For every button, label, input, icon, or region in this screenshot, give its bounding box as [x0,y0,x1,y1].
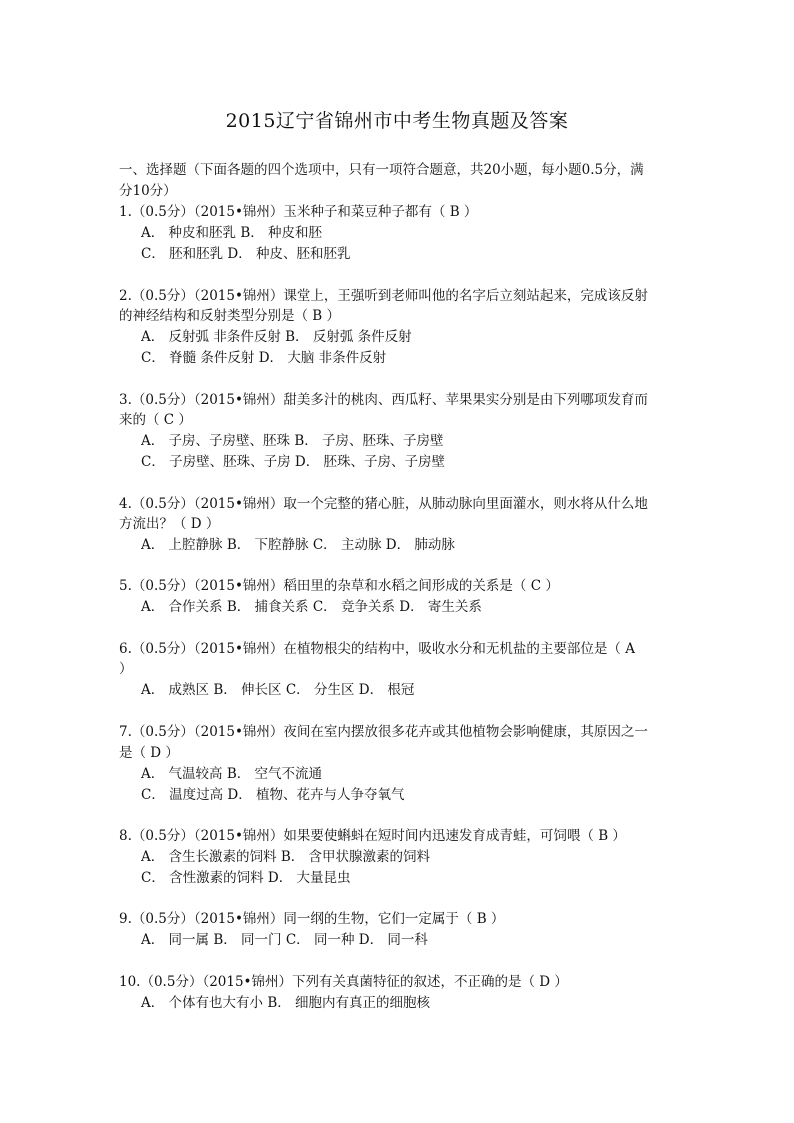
question-4-options-line-1: A． 上腔静脉 B． 下腔静脉 C． 主动脉 D． 肺动脉 [141,537,455,553]
question-3-options-line-2: C． 子房壁、胚珠、子房 D． 胚珠、子房、子房壁 [141,454,446,470]
question-6-options-line-1: A． 成熟区 B． 伸长区 C． 分生区 D． 根冠 [141,682,415,698]
question-2-options-line-1: A． 反射弧 非条件反射 B． 反射弧 条件反射 [141,329,412,345]
question-7-options-line-2: C． 温度过高 D． 植物、花卉与人争夺氧气 [141,787,405,803]
question-7-options-line-1: A． 气温较高 B． 空气不流通 [141,766,323,782]
question-5-options-line-1: A． 合作关系 B． 捕食关系 C． 竞争关系 D． 寄生关系 [141,599,482,615]
question-9-stem: 9.（0.5分）（2015•锦州）同一纲的生物，它们一定属于（ B ） [119,911,505,927]
question-5-stem: 5.（0.5分）（2015•锦州）稻田里的杂草和水稻之间形成的关系是（ C ） [119,578,559,594]
question-2-stem-line-2: 的神经结构和反射类型分别是（ B ） [119,308,341,324]
question-3-stem-line-2: 来的（ C ） [119,412,192,428]
question-1-options-line-1: A． 种皮和胚乳 B． 种皮和胚 [141,225,323,241]
question-1-options-line-2: C． 胚和胚乳 D． 种皮、胚和胚乳 [141,246,351,262]
question-8-stem: 8.（0.5分）（2015•锦州）如果要使蝌蚪在短时间内迅速发育成青蛙，可饲喂（ B ） [119,828,626,844]
question-4-stem-line-2: 方流出？（ D ） [119,516,220,532]
question-7-stem-line-1: 7.（0.5分）（2015•锦州）夜间在室内摆放很多花卉或其他植物会影响健康，其原因之一 [119,724,648,740]
question-2-stem-line-1: 2.（0.5分）（2015•锦州）课堂上，王强听到老师叫他的名字后立刻站起来，完成该反射 [119,288,648,304]
question-2-options-line-2: C． 脊髓 条件反射 D． 大脑 非条件反射 [141,350,387,366]
question-7-stem-line-2: 是（ D ） [119,745,179,761]
question-10-stem: 10.（0.5分）（2015•锦州）下列有关真菌特征的叙述，不正确的是（ D ） [119,974,568,990]
question-4-stem-line-1: 4.（0.5分）（2015•锦州）取一个完整的猪心脏，从肺动脉向里面灌水，则水将从什么地 [119,496,648,512]
question-3-options-line-1: A． 子房、子房壁、胚珠 B． 子房、胚珠、子房壁 [141,433,444,449]
section-header-line-2: 分10分） [119,183,177,199]
question-10-options-line-1: A． 个体有也大有小 B． 细胞内有真正的细胞核 [141,995,431,1011]
question-8-options-line-2: C． 含性激素的饲料 D． 大量昆虫 [141,870,351,886]
section-header-line-1: 一、选择题（下面各题的四个选项中，只有一项符合题意，共20小题，每小题0.5分，满 [119,162,644,178]
question-3-stem-line-1: 3.（0.5分）（2015•锦州）甜美多汁的桃肉、西瓜籽、苹果果实分别是由下列哪项发育而 [119,392,648,408]
question-8-options-line-1: A． 含生长激素的饲料 B． 含甲状腺激素的饲料 [141,849,431,865]
question-9-options-line-1: A． 同一属 B． 同一门 C． 同一种 D． 同一科 [141,932,428,948]
question-1-stem: 1.（0.5分）（2015•锦州）玉米种子和菜豆种子都有（ B ） [119,204,478,220]
page-title: 2015辽宁省锦州市中考生物真题及答案 [225,110,569,132]
question-6-stem-line-1: 6.（0.5分）（2015•锦州）在植物根尖的结构中，吸收水分和无机盐的主要部位是（ A [119,641,635,657]
question-6-stem-line-2: ） [119,661,133,677]
